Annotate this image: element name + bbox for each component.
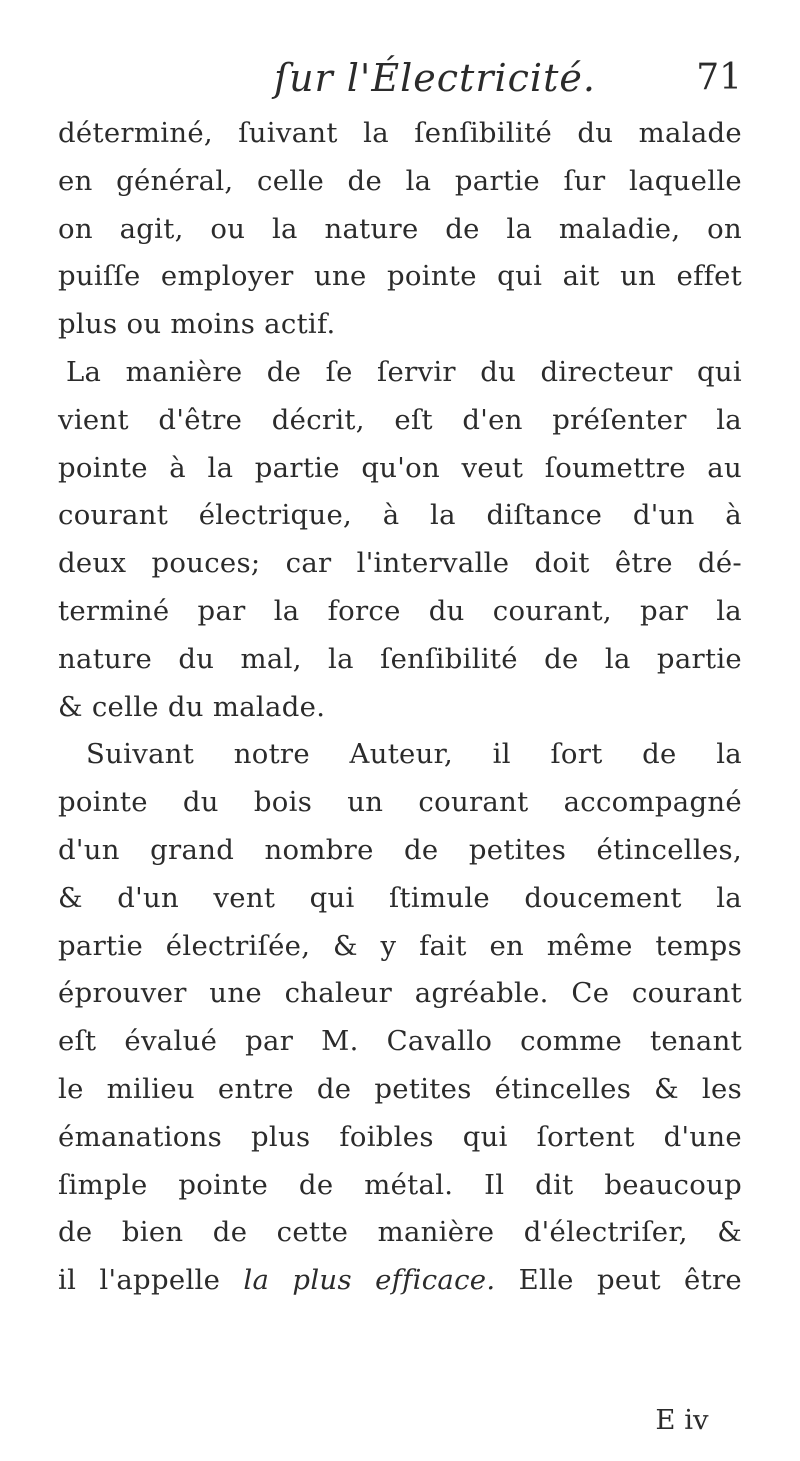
- text-segment: il l'appelle: [58, 1264, 244, 1297]
- text-line: vient d'être décrit, eſt d'en préſenter la: [58, 403, 742, 436]
- text-line: de bien de cette manière d'électriſer, &: [58, 1216, 742, 1249]
- text-line: puiſſe employer une pointe qui ait un effet: [58, 260, 742, 293]
- text-line: [58, 1257, 742, 1305]
- text-line: partie électriſée, & y fait en même temps: [58, 929, 742, 962]
- text-line: Suivant notre Auteur, il ſort de la: [86, 738, 742, 771]
- text-line: pointe à la partie qu'on veut ſoumettre au: [58, 451, 742, 484]
- signature-mark: E iv: [655, 1404, 709, 1436]
- body-text: [58, 110, 742, 1305]
- text-line: le milieu entre de petites étincelles & les: [58, 1072, 742, 1105]
- text-line: plus ou moins actif.: [58, 308, 336, 341]
- text-line: d'un grand nombre de petites étincelles,: [58, 833, 742, 866]
- text-line: deux pouces; car l'intervalle doit être dé-: [58, 547, 742, 580]
- text-line: courant électrique, à la diſtance d'un à: [58, 499, 742, 532]
- text-line: déterminé, ſuivant la ſenſibilité du malade: [58, 117, 742, 149]
- text-line: & d'un vent qui ſtimule doucement la: [58, 881, 742, 914]
- page-number: 71: [696, 57, 742, 98]
- text-segment: Elle peut être: [495, 1264, 742, 1297]
- text-line: La manière de ſe ſervir du directeur qui: [66, 355, 742, 388]
- text-line: terminé par la force du courant, par la: [58, 594, 742, 627]
- text-line: on agit, ou la nature de la maladie, on: [58, 212, 742, 245]
- text-line: émanations plus foibles qui ſortent d'une: [58, 1120, 742, 1153]
- text-line: eſt évalué par M. Cavallo comme tenant: [58, 1025, 742, 1058]
- text-line: & celle du malade.: [58, 690, 326, 723]
- text-line: en général, celle de la partie ſur laquelle: [58, 164, 742, 197]
- running-head: [58, 50, 742, 106]
- running-title: ſur l'Électricité.: [274, 56, 596, 100]
- text-line: pointe du bois un courant accompagné: [58, 786, 742, 819]
- text-line: nature du mal, la ſenſibilité de la partie: [58, 642, 742, 675]
- text-line: ſimple pointe de métal. Il dit beaucoup: [58, 1168, 742, 1201]
- italic-phrase: la plus efficace.: [243, 1264, 496, 1297]
- text-line: éprouver une chaleur agréable. Ce courant: [58, 977, 742, 1010]
